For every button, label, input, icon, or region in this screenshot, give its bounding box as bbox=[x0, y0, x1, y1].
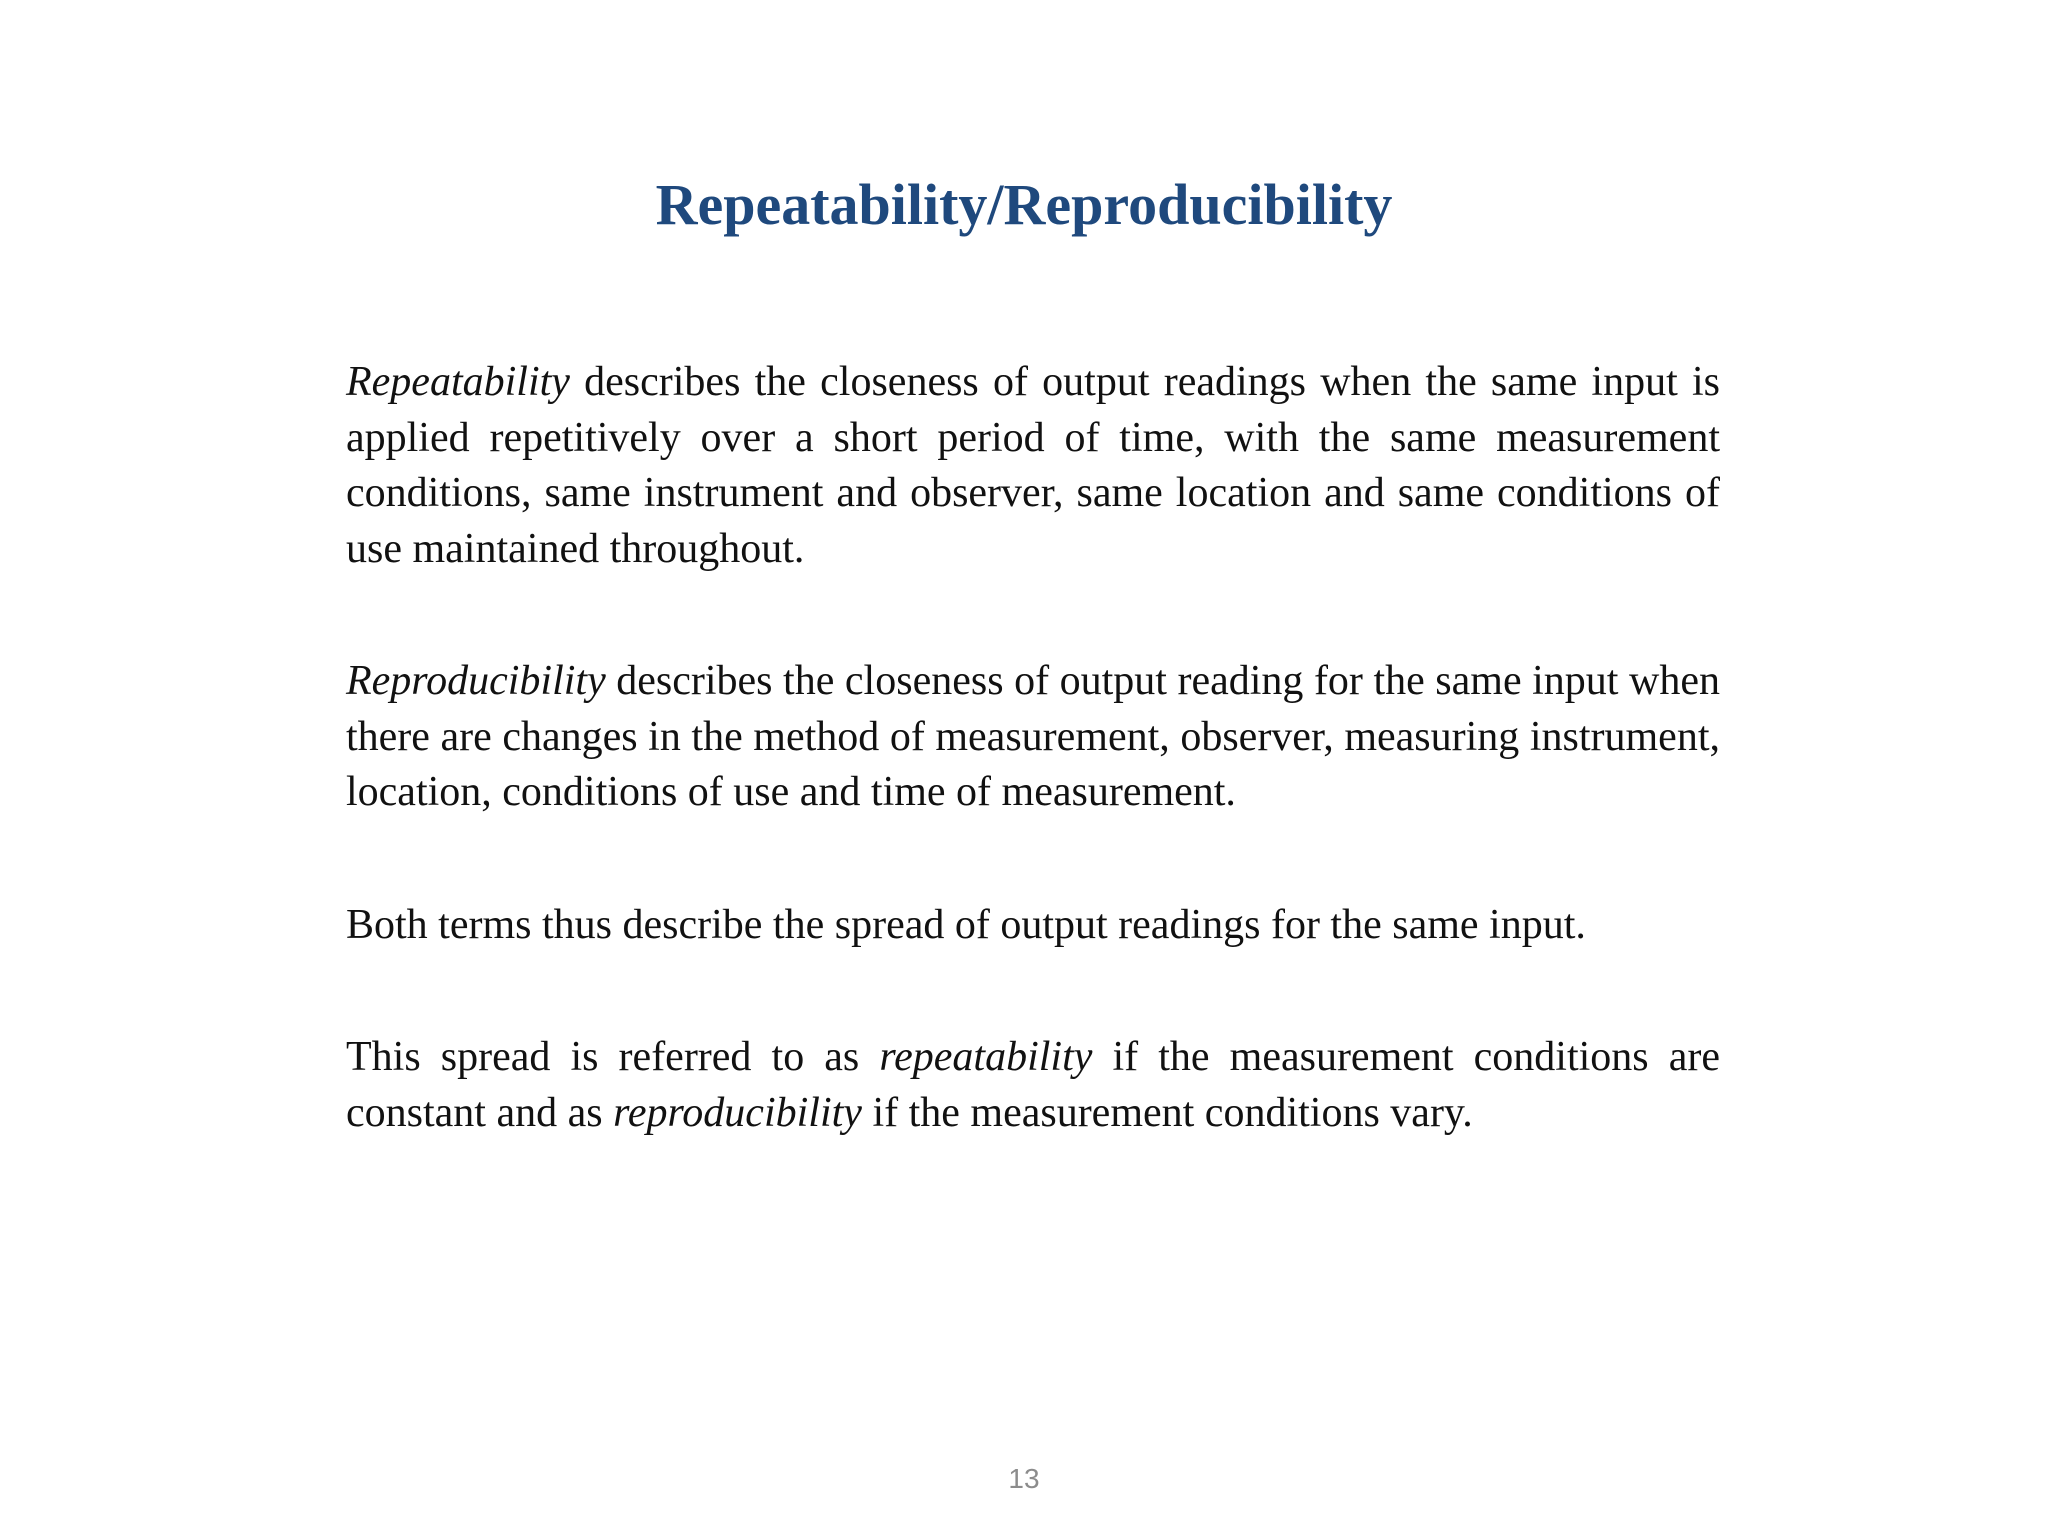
paragraph-repeatability-text: describes the closeness of output readings when the same input is applied repetitively over a short period of time, with the same measurement conditions, same instrument and observer, same location and same conditions of use maintained throughout. bbox=[346, 359, 1720, 572]
paragraph-spread-part1: This spread is referred to as bbox=[346, 1034, 880, 1080]
paragraph-reproducibility-text: describes the closeness of output reading for the same input when there are changes in the method of measurement, observer, measuring instrument, location, conditions of use and time of measurement. bbox=[346, 658, 1720, 815]
term-repeatability-inline: repeatability bbox=[879, 1034, 1093, 1080]
paragraph-spread-part3: if the measurement conditions vary. bbox=[861, 1089, 1473, 1136]
slide-title: Repeatability/Reproducibility bbox=[655, 172, 1393, 237]
paragraph-reproducibility bbox=[346, 654, 1720, 821]
term-reproducibility-inline: reproducibility bbox=[613, 1089, 862, 1136]
slide-body bbox=[346, 355, 1720, 1141]
paragraph-spread bbox=[346, 1030, 1720, 1141]
paragraph-repeatability bbox=[346, 355, 1720, 577]
term-reproducibility: Reproducibility bbox=[346, 658, 606, 704]
page-number: 13 bbox=[1008, 1463, 1040, 1494]
paragraph-summary: Both terms thus describe the spread of output readings for the same input. bbox=[346, 901, 1586, 948]
paragraph-spread-part2: if the measurement conditions are constant and as bbox=[346, 1034, 1720, 1136]
term-repeatability: Repeatability bbox=[346, 359, 570, 405]
